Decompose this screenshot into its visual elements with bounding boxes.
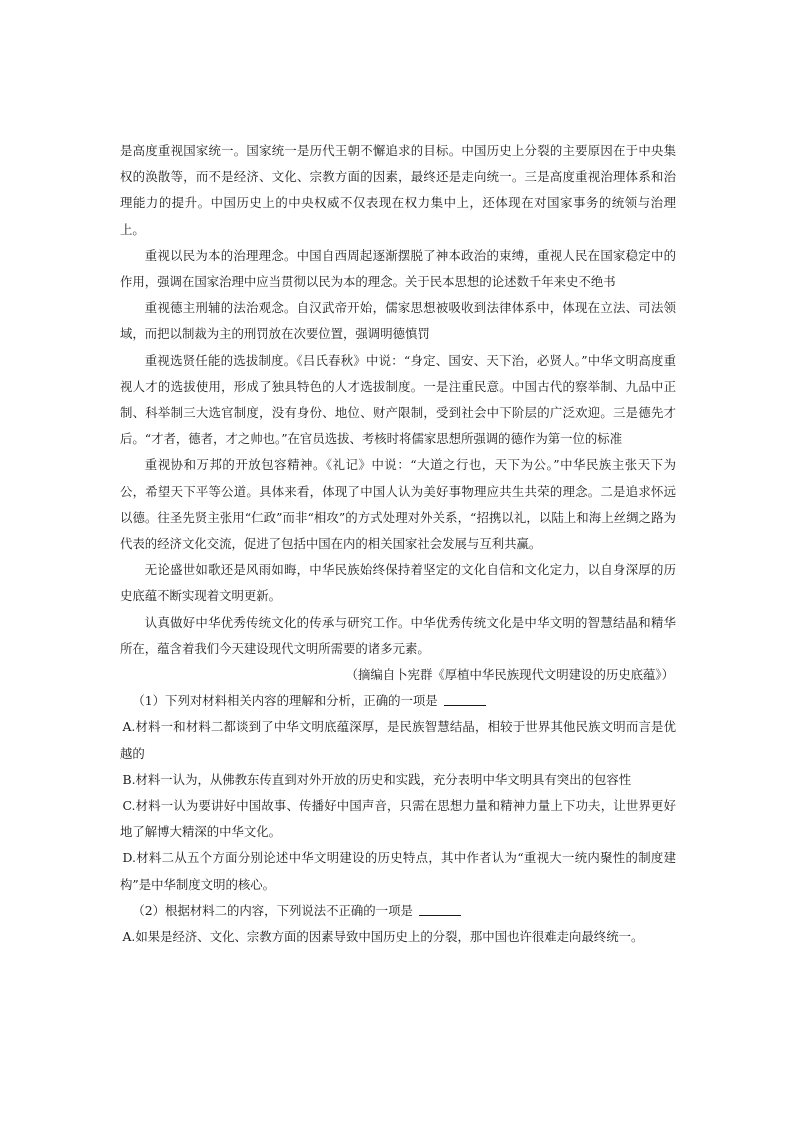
paragraph-4: 重视选贤任能的选拔制度。《吕氏春秋》中说：“身定、国安、天下治，必贤人。”中华文明高度重视人才的选拔使用，形成了独具特色的人才选拔制度。一是注重民意。中国古代的察举制、九品中正制、科举制三大选官制度，没有身份、地位、财产限制，受到社会中下阶层的广泛欢迎。三是德先才后。“才者，德者，才之帅也。”在官员选拔、考核时将儒家思想所强调的德作为第一位的标准: [120, 352, 676, 447]
paragraph-1: 是高度重视国家统一。国家统一是历代王朝不懈追求的目标。中国历史上分裂的主要原因在于中央集权的涣散等，而不是经济、文化、宗教方面的因素，最终还是走向统一。三是高度重视治理体系和治理能力的提升。中国历史上的中央权威不仅表现在权力集中上，还体现在对国家事务的统领与治理上。: [120, 143, 676, 237]
question-1-option-b: B.材料一认为，从佛教东传直到对外开放的历史和实践，充分表明中华文明具有突出的包容性: [122, 771, 632, 787]
paragraph-3: 重视德主刑辅的法治观念。自汉武帝开始，儒家思想被吸收到法律体系中，体现在立法、司法领域，而把以制裁为主的刑罚放在次要位置，强调明德慎罚: [120, 300, 676, 342]
answer-blank-2: [419, 903, 461, 916]
paragraph-2: 重视以民为本的治理理念。中国自西周起逐渐摆脱了神本政治的束缚，重视人民在国家稳定中的作用，强调在国家治理中应当贯彻以民为本的理念。关于民本思想的论述数千年来史不绝书: [120, 247, 676, 290]
document-body: [120, 138, 676, 950]
question-1-stem: [120, 688, 676, 714]
question-2-stem: [120, 898, 676, 924]
question-1-option-a: A.材料一和材料二都谈到了中华文明底蕴深厚，是民族智慧结晶，相较于世界其他民族文明而言是优越的: [120, 719, 676, 761]
question-2-text: （2）根据材料二的内容，下列说法不正确的一项是: [132, 902, 413, 918]
paragraph-7: 认真做好中华优秀传统文化的传承与研究工作。中华优秀传统文化是中华文明的智慧结晶和精华所在，蕴含着我们今天建设现代文明所需要的诸多元素。: [120, 614, 676, 656]
question-1-option-c: C.材料一认为要讲好中国故事、传播好中国声音，只需在思想力量和精神力量上下功夫，让世界更好地了解博大精深的中华文化。: [120, 798, 676, 840]
question-1-option-d: D.材料二从五个方面分别论述中华文明建设的历史特点，其中作者认为“重视大一统内聚性的制度建构”是中华制度文明的核心。: [120, 850, 676, 892]
question-1-text: （1）下列对材料相关内容的理解和分析，正确的一项是: [132, 693, 438, 709]
source-citation: （摘编自卜宪群《厚植中华民族现代文明建设的历史底蕴》）: [345, 667, 674, 683]
question-2-option-a: A.如果是经济、文化、宗教方面的因素导致中国历史上的分裂，那中国也许很难走向最终统一。: [122, 929, 644, 945]
paragraph-6: 无论盛世如歌还是风雨如晦，中华民族始终保持着坚定的文化自信和文化定力，以自身深厚的历史底蕴不断实现着文明更新。: [120, 562, 676, 604]
paragraph-5: 重视协和万邦的开放包容精神。《礼记》中说：“大道之行也，天下为公。”中华民族主张天下为公，希望天下平等公道。具体来看，体现了中国人认为美好事物理应共生共荣的理念。二是追求怀远以德。往圣先贤主张用“仁政”而非“相攻”的方式处理对外关系，“招携以礼，以陆上和海上丝绸之路为代表的经济文化交流，促进了包括中国在内的相关国家社会发展与互利共赢。: [120, 457, 676, 552]
answer-blank-1: [444, 693, 486, 706]
